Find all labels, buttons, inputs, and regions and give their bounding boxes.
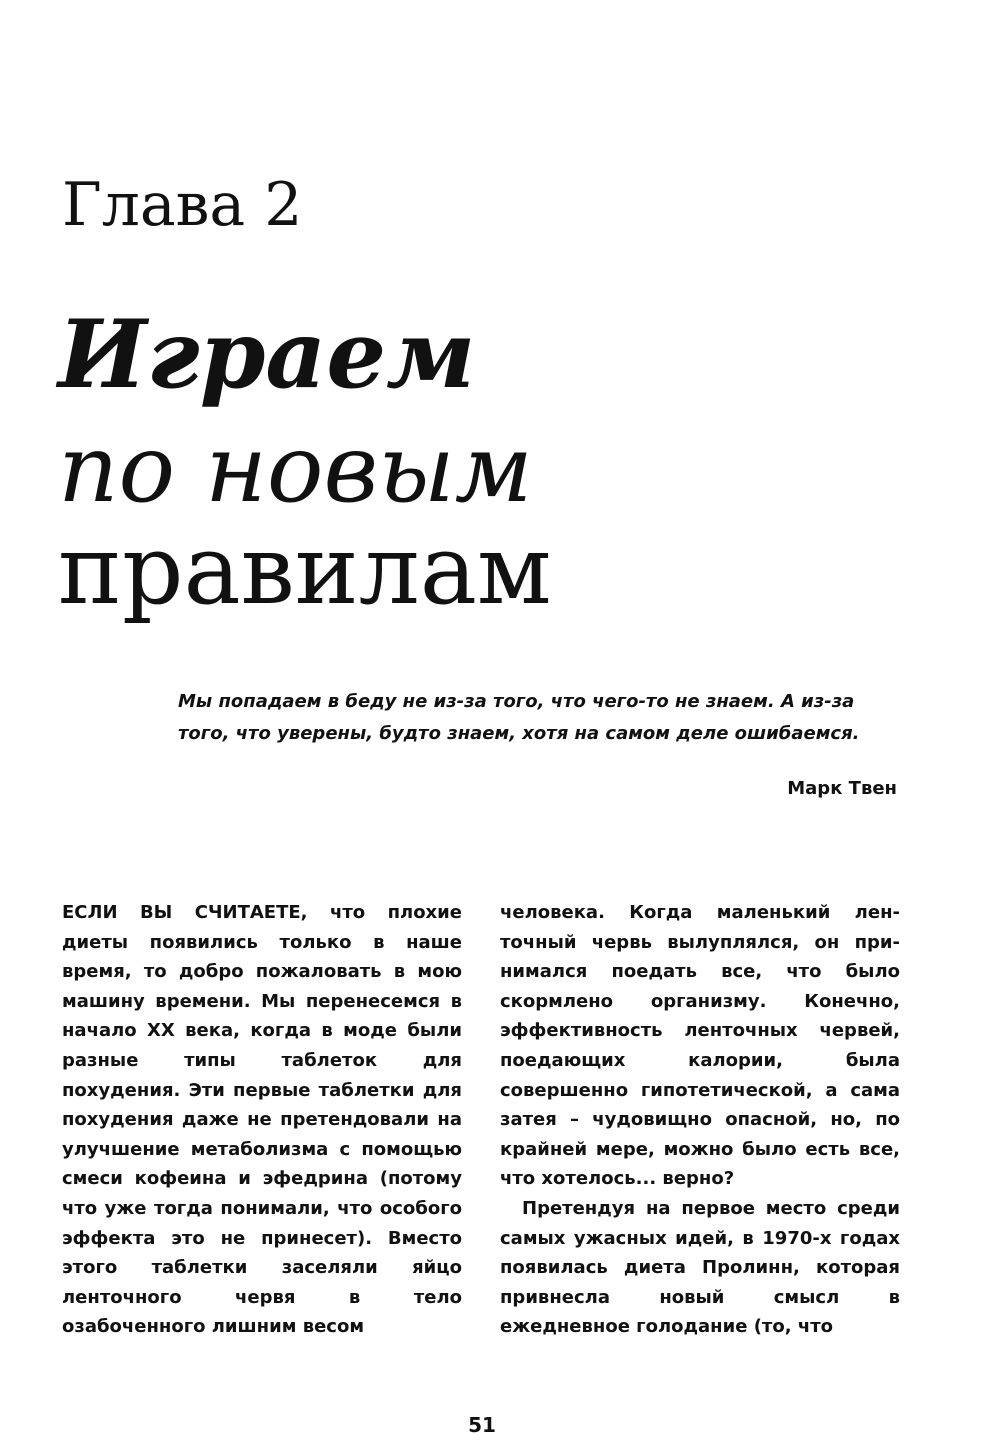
body-column-left: [62, 898, 462, 1342]
chapter-title-line-2: по новым: [58, 415, 533, 524]
epigraph-author: Марк Твен: [787, 778, 897, 799]
chapter-title-line-1: Играем: [58, 300, 476, 410]
body-paragraph: Претендуя на первое место среди самых ужасных идей, в 1970-х годах появилась диета Пролинн, которая привнесла новый смысл в ежедневное голодание (то, что: [500, 1197, 900, 1338]
chapter-label: Глава 2: [62, 170, 303, 240]
lead-in-caps: ЕСЛИ ВЫ СЧИТАЕТЕ,: [62, 902, 308, 923]
epigraph-quote: Мы попадаем в беду не из-за того, что чего-то не знаем. А из-за того, что уверены, будто знаем, хотя на самом деле ошибаемся.: [178, 691, 860, 744]
body-column-right: [500, 898, 900, 1342]
body-paragraph-continued: человека. Когда маленький ленточный червь вылуплялся, он принимался поедать все, что было скормлено организму. Конечно, эффективность ленточных червей, поедающих калории, была совершенно гипотетической, а сама затея – чудовищно опасной, но, по крайней мере, можно было есть все, что хотелось... верно?: [500, 902, 900, 1190]
page-number: 51: [468, 1413, 496, 1437]
body-paragraph: [62, 898, 462, 1342]
left-column-text: что плохие диеты появились только в наше время, то добро пожаловать в мою машину времени. Мы перенесемся в начало XX века, когда в моде были разные типы таблеток для похудения. Эти первые таблетки для похудения даже не претендовали на улучшение метаболизма с помощью смеси кофеина и эфедрина (потому что уже тогда понимали, что особого эффекта это не принесет). Вместо этого таблетки заселяли яйцо ленточного червя в тело озабоченного лишним весом: [62, 902, 462, 1338]
chapter-title-line-3: правилам: [58, 514, 552, 626]
